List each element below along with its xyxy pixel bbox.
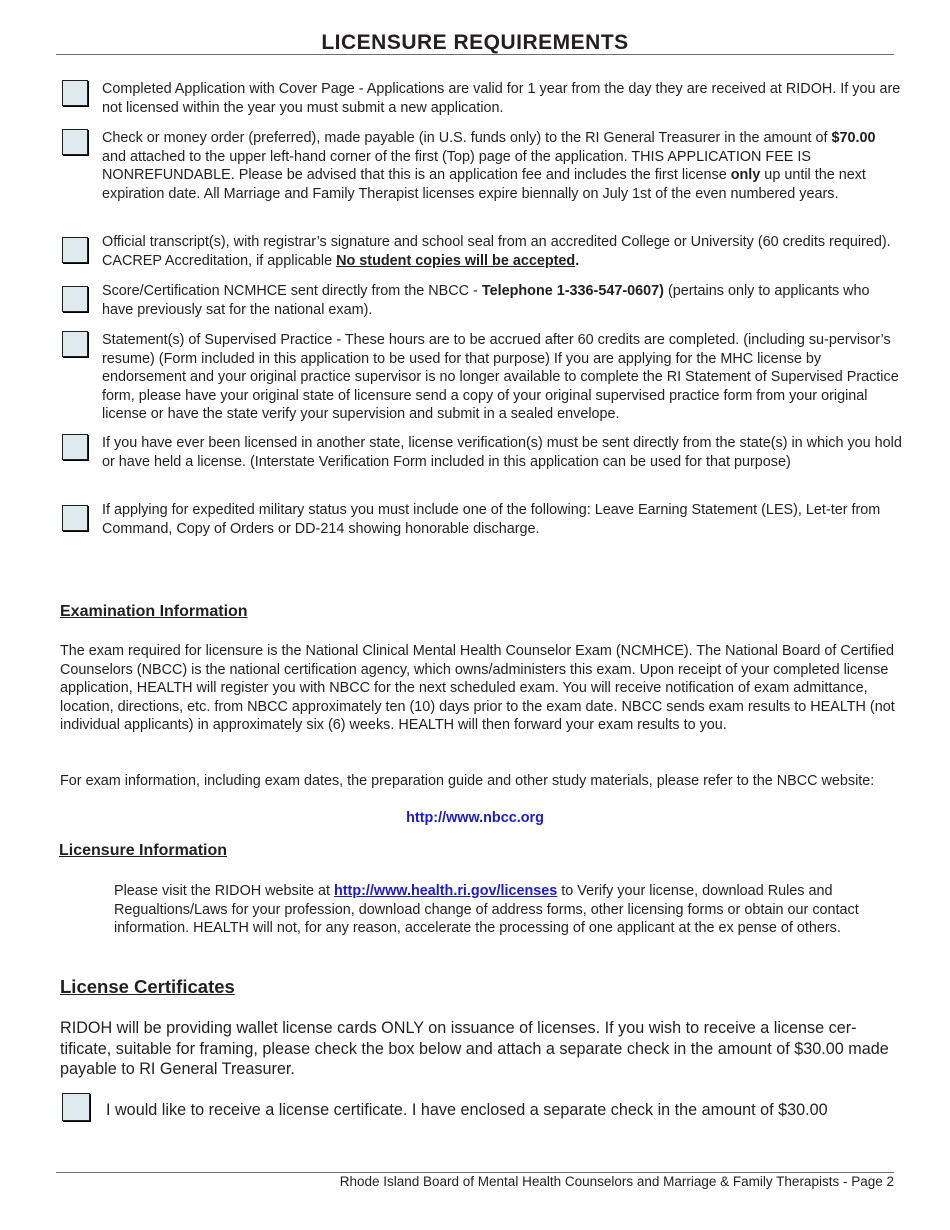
nbcc-link[interactable]: http://www.nbcc.org	[406, 810, 544, 826]
footer-divider	[56, 1172, 894, 1173]
requirement-text: Statement(s) of Supervised Practice - These hours are to be accrued after 60 credits are completed. (including su-pervisor’s resume) (Form included in this application to be used for that purpose) If you are applying for the MHC license by endorsement and your original practice supervisor is no longer available to complete the RI Statement of Supervised Practice form, please have your original state of licensure send a copy of your original supervised practice form from your original license or have the state verify your supervision and submit in a sealed envelope.	[102, 332, 899, 423]
exam-paragraph: The exam required for licensure is the National Clinical Mental Health Counselor Exam (NCMHCE). The National Board of Certified Counselors (NBCC) is the national certification agency, which owns/administers this exam. Upon receipt of your completed license application, HEALTH will register you with NBCC for the next scheduled exam. You will receive notification of exam admittance, location, directions, etc. from NBCC approximately ten (10) days prior to the exam date. NBCC sends exam results to HEALTH (not individual applicants) in approximately six (6) weeks. HEALTH will then forward your exam results to you.	[60, 643, 895, 734]
page-footer: Rhode Island Board of Mental Health Counselors and Marriage & Family Therapists - Page 2	[339, 1174, 894, 1189]
exam-website-paragraph: For exam information, including exam dates, the preparation guide and other study materials, please refer to the NBCC website:	[60, 773, 875, 789]
ridoh-licenses-link[interactable]: http://www.health.ri.gov/licenses	[333, 883, 558, 899]
requirement-checkbox[interactable]	[62, 505, 88, 531]
requirement-text: Completed Application with Cover Page - Applications are valid for 1 year from the day they are received at RIDOH. If you are not licensed within the year you must submit a new application.	[102, 81, 901, 116]
certificate-checkbox[interactable]	[62, 1093, 90, 1121]
requirement-checkbox[interactable]	[62, 129, 88, 155]
requirement-text: Score/Certification NCMHCE sent directly from the NBCC - Telephone 1-336-547-0607) (pertains only to applicants who have previously sat for the national exam).	[102, 283, 870, 318]
requirement-checkbox[interactable]	[62, 286, 88, 312]
requirement-text: If you have ever been licensed in another state, license verification(s) must be sent directly from the state(s) in which you hold or have held a license. (Interstate Verification Form included in this application can be used for that purpose)	[102, 435, 902, 470]
nbcc-phone: Telephone 1-336-547-0607)	[481, 283, 664, 299]
licensure-heading: Licensure Information	[59, 842, 228, 859]
exam-heading: Examination Information	[60, 603, 248, 620]
page-title: LICENSURE REQUIREMENTS	[321, 31, 629, 54]
certificate-checkbox-label: I would like to receive a license certificate. I have enclosed a separate check in the amount of $30.00	[106, 1101, 828, 1119]
requirement-checkbox[interactable]	[62, 80, 88, 106]
requirement-checkbox[interactable]	[62, 331, 88, 357]
licensure-paragraph: Please visit the RIDOH website at http://www.health.ri.gov/licenses to Verify your license, download Rules and Regualtions/Laws for your profession, download change of address forms, other licensing forms or obtain our contact information. HEALTH will not, for any reason, accelerate the processing of one applicant at the ex pense of others.	[114, 883, 859, 937]
requirement-text: If applying for expedited military status you must include one of the following: Leave Earning Statement (LES), Let-ter from Command, Copy of Orders or DD-214 showing honorable discharge.	[102, 502, 881, 537]
no-student-copies-notice: No student copies will be accepted	[336, 252, 576, 269]
requirement-checkbox[interactable]	[62, 237, 88, 263]
fee-amount: $70.00	[831, 130, 876, 146]
requirement-checkbox[interactable]	[62, 434, 88, 460]
certificates-heading: License Certificates	[60, 976, 235, 997]
title-divider	[56, 54, 894, 55]
requirement-text: Official transcript(s), with registrar’s signature and school seal from an accredited College or University (60 credits required). CACREP Accreditation, if applicable No student copies will be accepted.	[102, 234, 891, 269]
certificates-paragraph: RIDOH will be providing wallet license cards ONLY on issuance of licenses. If you wish to receive a license cer-tificate, suitable for framing, please check the box below and attach a separate check in the amount of $30.00 made payable to RI General Treasurer.	[60, 1019, 889, 1078]
requirement-text: Check or money order (preferred), made payable (in U.S. funds only) to the RI General Treasurer in the amount of $70.00 and attached to the upper left-hand corner of the first (Top) page of the application. THIS APPLICATION FEE IS NONREFUNDABLE. Please be advised that this is an application fee and includes the first license only up until the next expiration date. All Marriage and Family Therapist licenses expire biennally on July 1st of the even numbered years.	[102, 130, 876, 202]
